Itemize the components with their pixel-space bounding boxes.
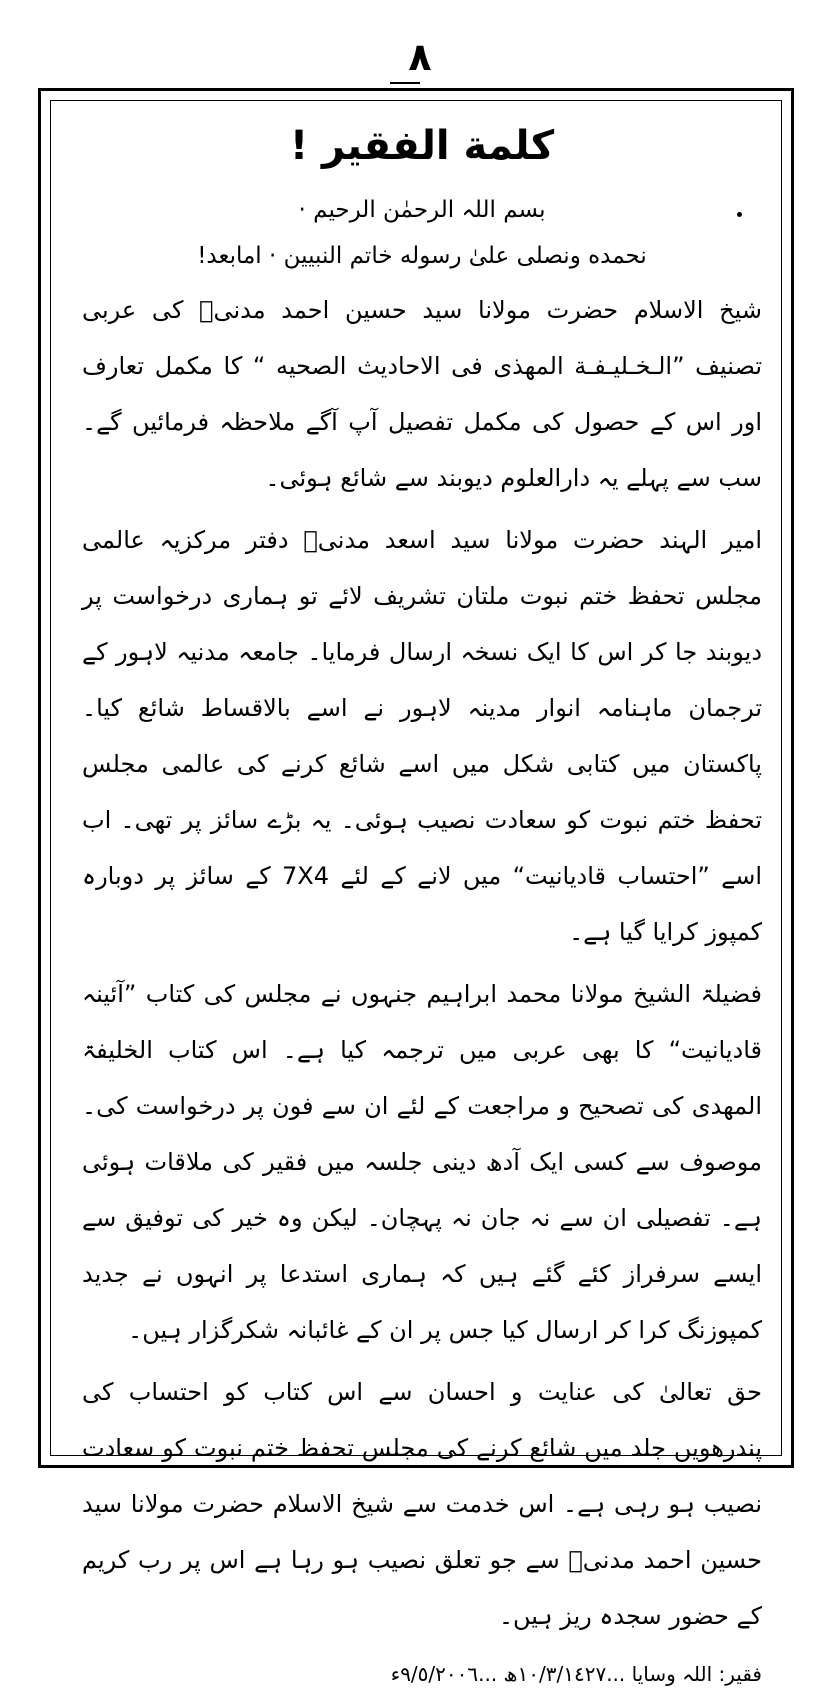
signature-line: فقیر: اللہ وسایا ...١٠/٣/١٤٢٧ھ ...٩/٥/٢٠٠٦ء: [390, 1662, 762, 1687]
paragraph-1: شیخ الاسلام حضرت مولانا سید حسین احمد مدنیؒ کی عربی تصنیف ”الـخـلیـفـة المھذی فی الاحادیث الصحیه “ کا مکمل تعارف اور اس کے حصول کی مکمل تفصیل آپ آگے ملاحظہ فرمائیں گے۔ سب سے پہلے یہ دارالعلوم دیوبند سے شائع ہوئی۔: [82, 296, 762, 493]
paragraph-2: امیر الہند حضرت مولانا سید اسعد مدنیؒ دفتر مرکزیہ عالمی مجلس تحفظ ختم نبوت ملتان تشریف لائے تو ہماری درخواست پر دیوبند جا کر اس کا ایک نسخہ ارسال فرمایا۔ جامعہ مدنیہ لاہور کے ترجمان ماہنامہ انوار مدینہ لاہور نے اسے بالاقساط شائع کیا۔ پاکستان میں کتابی شکل میں اسے شائع کرنے کی عالمی مجلس تحفظ ختم نبوت کو سعادت نصیب ہوئی۔ یہ بڑے سائز پر تھی۔ اب اسے ”احتساب قادیانیت“ میں لانے کے لئے 7X4 کے سائز پر دوبارہ کمپوز کرایا گیا ہے۔: [82, 526, 762, 947]
page-title: كلمة الفقير !: [289, 123, 555, 169]
bismillah-line: بسم اللہ الرحمٰن الرحیم ·: [298, 197, 546, 223]
paragraph-4: حق تعالیٰ کی عنایت و احسان سے اس کتاب کو احتساب کی پندرھویں جلد میں شائع کرنے کی مجلس تحفظ ختم نبوت کو سعادت نصیب ہو رہی ہے۔ اس خدمت سے شیخ الاسلام حضرت مولانا سید حسین احمد مدنیؒ سے جو تعلق نصیب ہو رہا ہے اس پر رب کریم کے حضور سجدہ ریز ہیں۔: [82, 1378, 762, 1631]
page-number-underline: [390, 82, 420, 84]
page-number: ۸: [408, 35, 432, 79]
paragraph-3: فضیلۃ الشیخ مولانا محمد ابراہیم جنہوں نے مجلس کی کتاب ”آئینہ قادیانیت“ کا بھی عربی میں ترجمہ کیا ہے۔ اس کتاب الخلیفۃ المھدی کی تصحیح و مراجعت کے لئے ان سے فون پر درخواست کی۔ موصوف سے کسی ایک آدھ دینی جلسہ میں فقیر کی ملاقات ہوئی ہے۔ تفصیلی ان سے نہ جان نہ پہچان۔ لیکن وہ خیر کی توفیق سے ایسے سرفراز کئے گئے ہیں کہ ہماری استدعا پر انہوں نے جدید کمپوزنگ کرا کر ارسال کیا جس پر ان کے غائبانہ شکرگزار ہیں۔: [82, 980, 762, 1345]
salutation-line: نحمده ونصلی علیٰ رسوله خاتم النبیین · امابعد!: [197, 243, 647, 270]
page-content: [82, 112, 762, 1687]
